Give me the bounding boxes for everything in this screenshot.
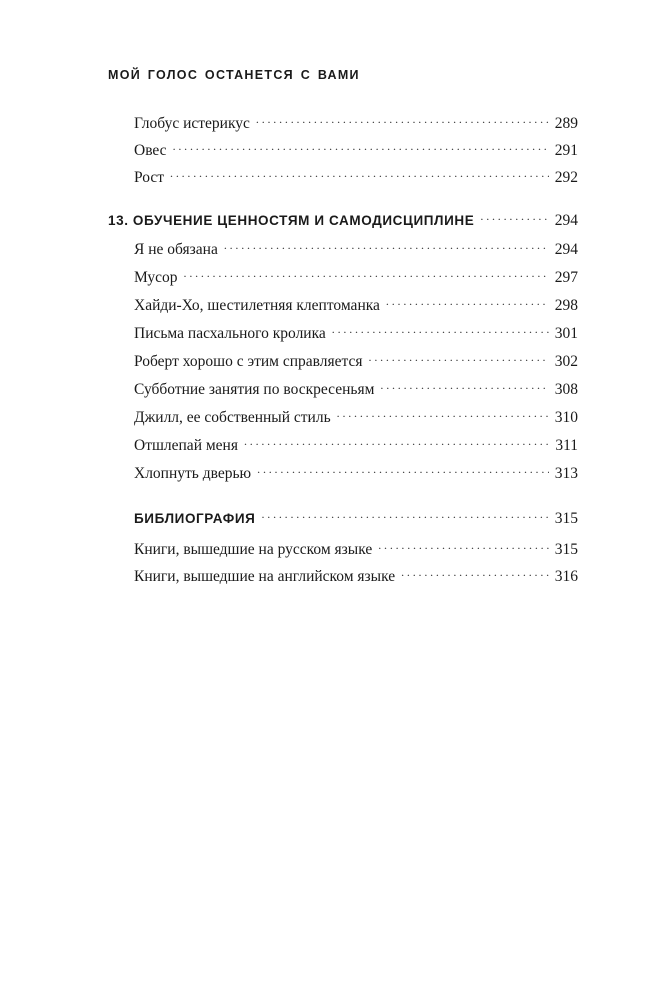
toc-entry[interactable] [134,137,578,159]
toc-entry-page: 315 [554,541,578,558]
toc-entry-title: Хайди-Хо, шестилетняя клептоманка [134,297,380,314]
dot-leader [170,164,549,182]
chapter-title: 13. ОБУЧЕНИЕ ЦЕННОСТЯМ И САМОДИСЦИПЛИНЕ [108,213,475,228]
toc-entry-title: Хлопнуть дверью [134,465,252,482]
toc-entry[interactable] [134,432,578,454]
toc-entry-title: Книги, вышедшие на русском языке [134,541,373,558]
toc-entry-page: 310 [554,409,578,426]
toc-entry-title: Я не обязана [134,241,218,258]
toc-entry-title: Овес [134,142,167,159]
toc-bibliography-heading[interactable] [134,505,578,527]
chapter-page: 294 [554,212,578,229]
toc-entry-page: 316 [554,568,578,585]
dot-leader [256,110,549,128]
toc-entry-page: 311 [555,437,578,454]
toc-entry[interactable] [134,376,578,398]
toc-entry[interactable] [134,264,578,286]
toc-entry-page: 313 [554,465,578,482]
toc-entry-page: 308 [554,381,578,398]
dot-leader [261,505,548,523]
toc-entry-title: Глобус истерикус [134,115,250,132]
dot-leader [380,376,548,394]
toc-entry[interactable] [134,292,578,314]
toc-entry-title: Джилл, ее собственный стиль [134,409,331,426]
dot-leader [337,404,549,422]
toc-entry-page: 298 [554,297,578,314]
toc-entry[interactable] [134,164,578,186]
bibliography-page: 315 [554,510,578,527]
dot-leader [480,207,548,225]
toc-entry-title: Книги, вышедшие на английском языке [134,568,396,585]
toc-entry-page: 289 [554,115,578,132]
toc-entry-title: Письма пасхального кролика [134,325,326,342]
toc-entry-page: 291 [554,142,578,159]
dot-leader [378,536,549,554]
bibliography-title: БИБЛИОГРАФИЯ [134,511,256,526]
toc-entry[interactable] [134,110,578,132]
toc-entry[interactable] [134,563,578,585]
dot-leader [173,137,549,155]
toc-entry[interactable] [134,348,578,370]
toc-entry-page: 302 [554,353,578,370]
toc-entry-page: 292 [554,169,578,186]
toc-entry[interactable] [134,404,578,426]
dot-leader [332,320,549,338]
dot-leader [224,236,549,254]
dot-leader [257,460,549,478]
dot-leader [184,264,549,282]
dot-leader [401,563,549,581]
toc-entry[interactable] [134,460,578,482]
toc-entry[interactable] [134,536,578,558]
toc-entry-title: Рост [134,169,165,186]
toc-entry-title: Мусор [134,269,178,286]
toc-entry-title: Отшлепай меня [134,437,238,454]
toc-chapter-heading[interactable] [108,207,578,229]
toc-entry-title: Субботние занятия по воскресеньям [134,381,375,398]
dot-leader [244,432,549,450]
running-head: МОЙ ГОЛОС ОСТАНЕТСЯ С ВАМИ [108,68,360,82]
toc-entry-page: 294 [554,241,578,258]
dot-leader [386,292,549,310]
toc-entry-title: Роберт хорошо с этим справляется [134,353,363,370]
dot-leader [369,348,549,366]
toc-entry[interactable] [134,320,578,342]
toc-entry[interactable] [134,236,578,258]
toc-entry-page: 301 [554,325,578,342]
toc-entry-page: 297 [554,269,578,286]
